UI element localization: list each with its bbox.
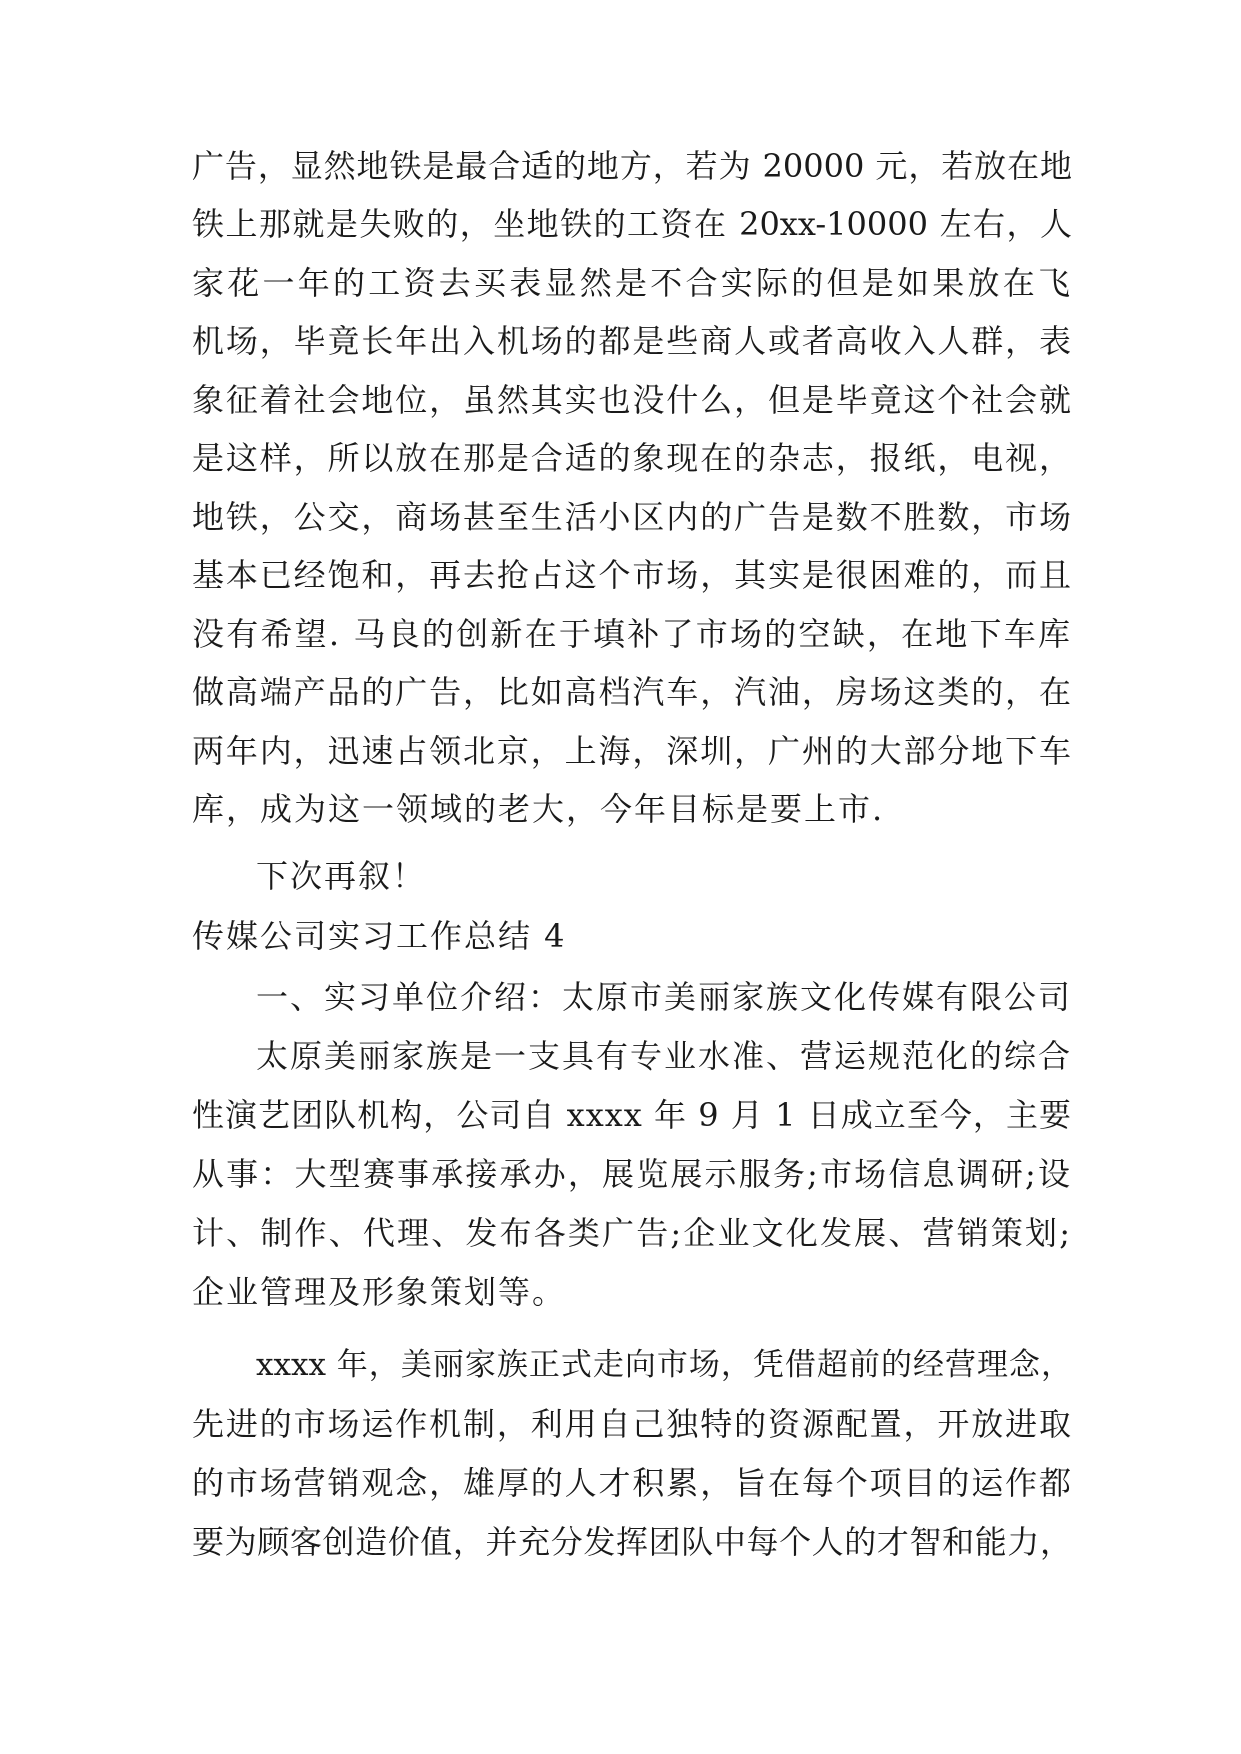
- text-line: xxxx 年，美丽家族正式走向市场，凭借超前的经营理念，: [256, 1347, 1072, 1383]
- text-line: 先进的市场运作机制，利用自己独特的资源配置，开放进取: [192, 1405, 1072, 1443]
- text-line: 性演艺团队机构，公司自 xxxx 年 9 月 1 日成立至今，主要: [192, 1096, 1072, 1134]
- text-line: 广告，显然地铁是最合适的地方，若为 20000 元，若放在地: [192, 147, 1072, 185]
- text-line: 库，成为这一领域的老大，今年目标是要上市.: [192, 790, 885, 828]
- text-line: 象征着社会地位，虽然其实也没什么，但是毕竟这个社会就: [192, 381, 1072, 419]
- text-line: 从事：大型赛事承接承办，展览展示服务;市场信息调研;设: [192, 1155, 1072, 1193]
- text-line: 铁上那就是失败的，坐地铁的工资在 20xx-10000 左右，人: [192, 205, 1072, 243]
- text-line: 企业管理及形象策划等。: [192, 1273, 567, 1311]
- text-line: 没有希望. 马良的创新在于填补了市场的空缺，在地下车库: [192, 615, 1072, 653]
- text-line: 基本已经饱和，再去抢占这个市场，其实是很困难的，而且: [192, 556, 1072, 594]
- text-line: 家花一年的工资去买表显然是不合实际的但是如果放在飞: [192, 264, 1072, 302]
- text-line: 太原美丽家族是一支具有专业水准、营运规范化的综合: [256, 1037, 1073, 1075]
- text-line: 地铁，公交，商场甚至生活小区内的广告是数不胜数，市场: [192, 498, 1072, 536]
- section-heading: 传媒公司实习工作总结 4: [192, 917, 567, 955]
- text-line: 机场，毕竟长年出入机场的都是些商人或者高收入人群，表: [192, 322, 1072, 360]
- text-line: 做高端产品的广告，比如高档汽车，汽油，房场这类的，在: [192, 673, 1072, 711]
- text-line: 的市场营销观念，雄厚的人才积累，旨在每个项目的运作都: [192, 1464, 1072, 1502]
- closing-line: 下次再叙！: [256, 857, 427, 895]
- text-line: 要为顾客创造价值，并充分发挥团队中每个人的才智和能力，: [192, 1523, 1072, 1561]
- text-line: 两年内，迅速占领北京，上海，深圳，广州的大部分地下车: [192, 732, 1072, 770]
- subsection-heading: 一、实习单位介绍：太原市美丽家族文化传媒有限公司: [256, 978, 1073, 1016]
- text-line: 是这样，所以放在那是合适的象现在的杂志，报纸，电视，: [192, 439, 1072, 477]
- text-line: 计、制作、代理、发布各类广告;企业文化发展、营销策划;: [192, 1214, 1072, 1252]
